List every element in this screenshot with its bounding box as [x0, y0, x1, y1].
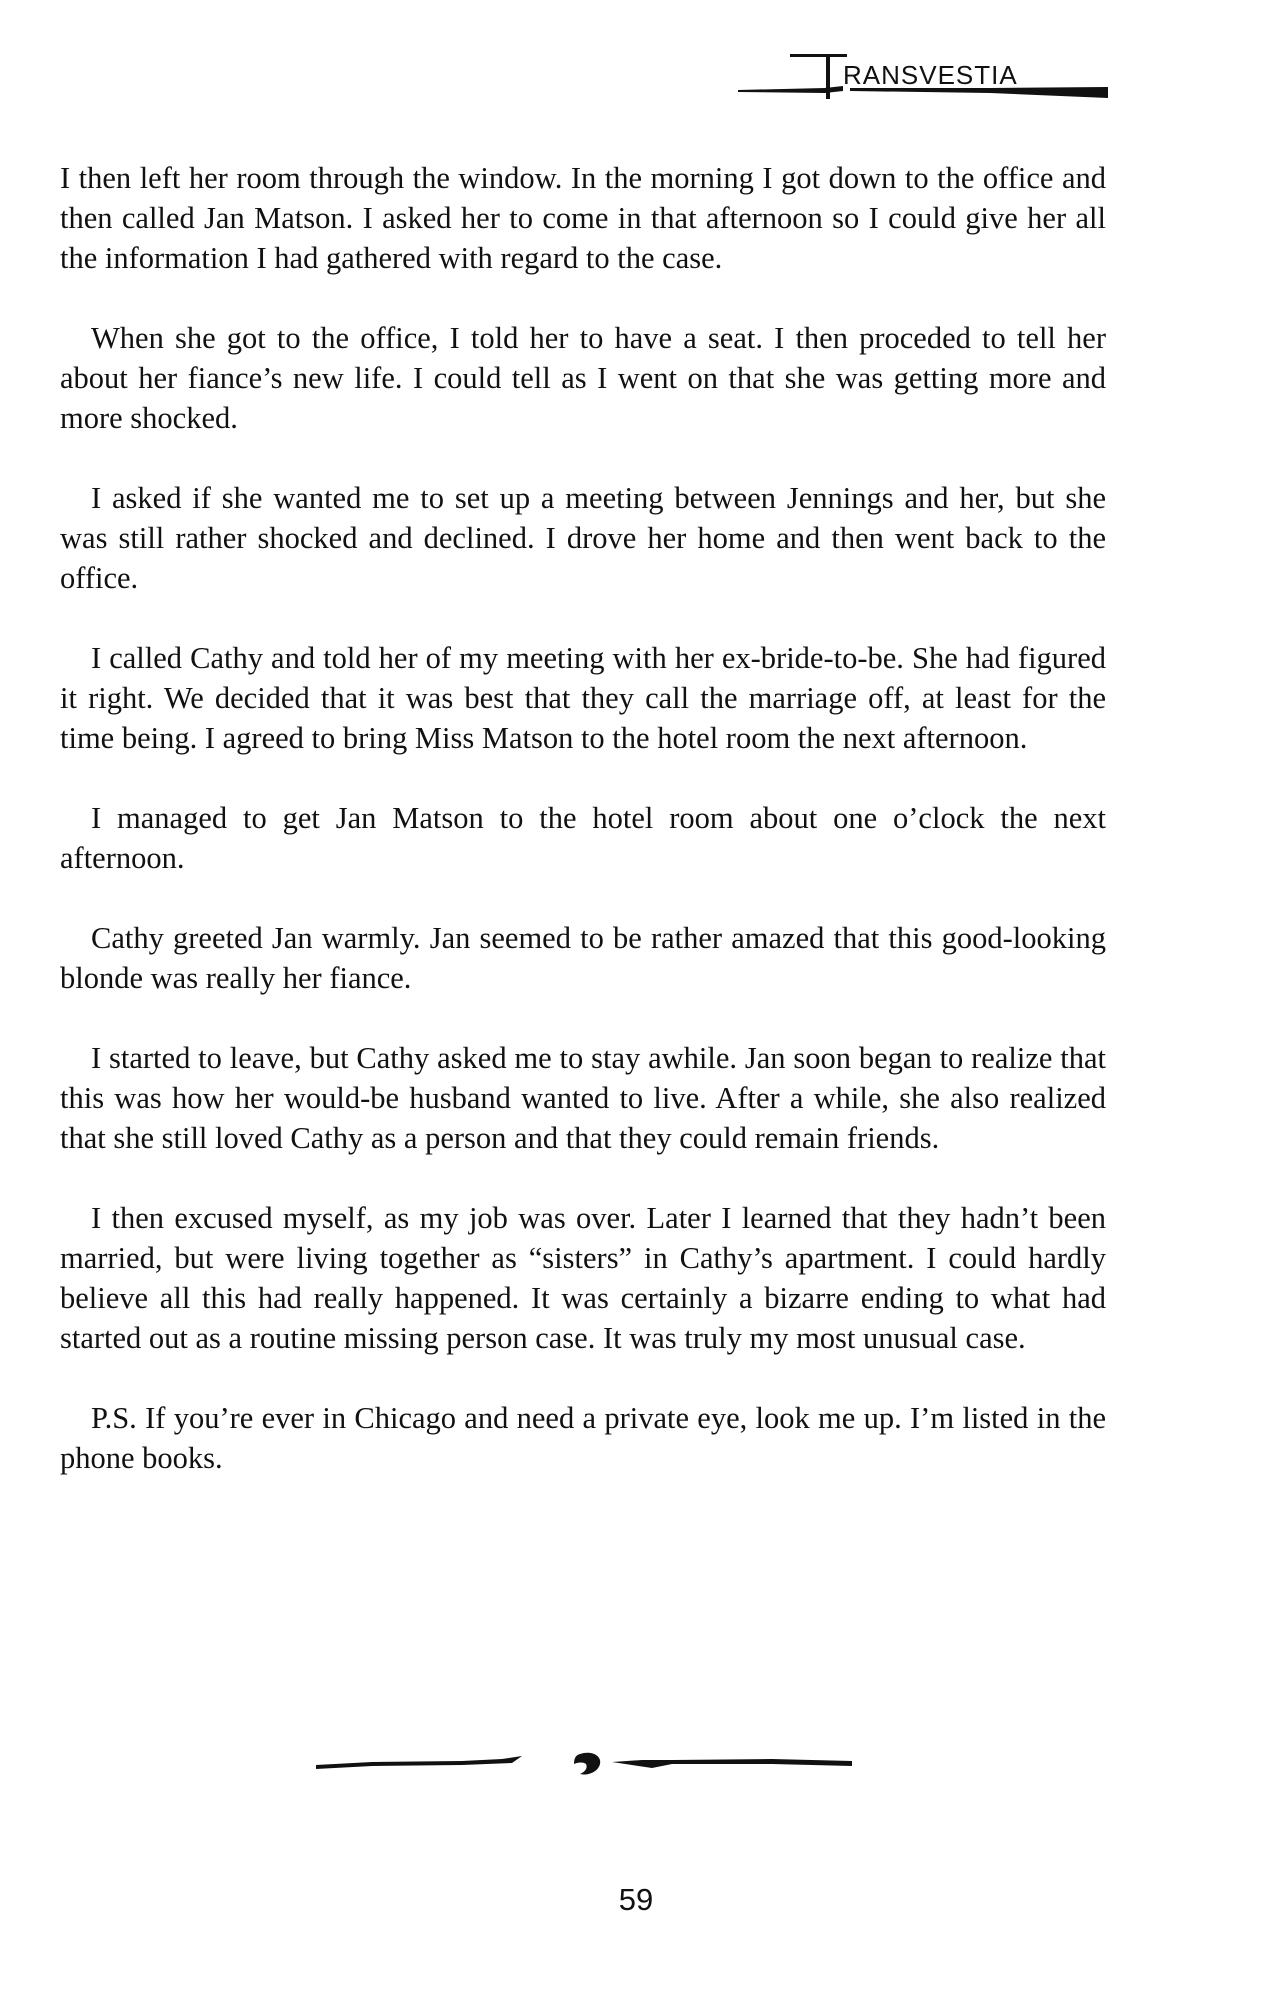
page-number: 59	[618, 1882, 654, 1917]
body-text	[60, 158, 1106, 1478]
paragraph-8: I then excused myself, as my job was over. Later I learned that they hadn’t been married, but were living together as “sisters” in Cathy’s apartment. I could hardly believe all this had really happened. It was certainly a bizarre ending to what had started out as a routine missing person case. It was truly my most unusual case.	[60, 1201, 1106, 1355]
paragraph-6: Cathy greeted Jan warmly. Jan seemed to be rather amazed that this good-looking blonde was really her fiance.	[60, 921, 1106, 995]
paragraph-4: I called Cathy and told her of my meeting with her ex-bride-to-be. She had figured it right. We decided that it was best that they call the marriage off, at least for the time being. I agreed to bring Miss Matson to the hotel room the next afternoon.	[60, 641, 1106, 755]
paragraph-3: I asked if she wanted me to set up a meeting between Jennings and her, but she was still rather shocked and declined. I drove her home and then went back to the office.	[60, 481, 1106, 595]
paragraph-1: I then left her room through the window. In the morning I got down to the office and then called Jan Matson. I asked her to come in that afternoon so I could give her all the information I had gathered with regard to the case.	[60, 161, 1106, 275]
paragraph-2: When she got to the office, I told her to have a seat. I then proceded to tell her about her fiance’s new life. I could tell as I went on that she was getting more and more shocked.	[60, 321, 1106, 435]
running-header-title	[843, 60, 1018, 91]
header-title-rest: RANSVESTIA	[843, 60, 1018, 90]
running-header	[730, 38, 1110, 118]
paragraph-9: P.S. If you’re ever in Chicago and need a private eye, look me up. I’m listed in the phone books.	[60, 1401, 1106, 1475]
paragraph-5: I managed to get Jan Matson to the hotel room about one o’clock the next afternoon.	[60, 801, 1106, 875]
section-end-ornament-icon	[312, 1744, 860, 1784]
paragraph-7: I started to leave, but Cathy asked me to stay awhile. Jan soon began to realize that this was how her would-be husband wanted to live. After a while, she also realized that she still loved Cathy as a person and that they could remain friends.	[60, 1041, 1106, 1155]
